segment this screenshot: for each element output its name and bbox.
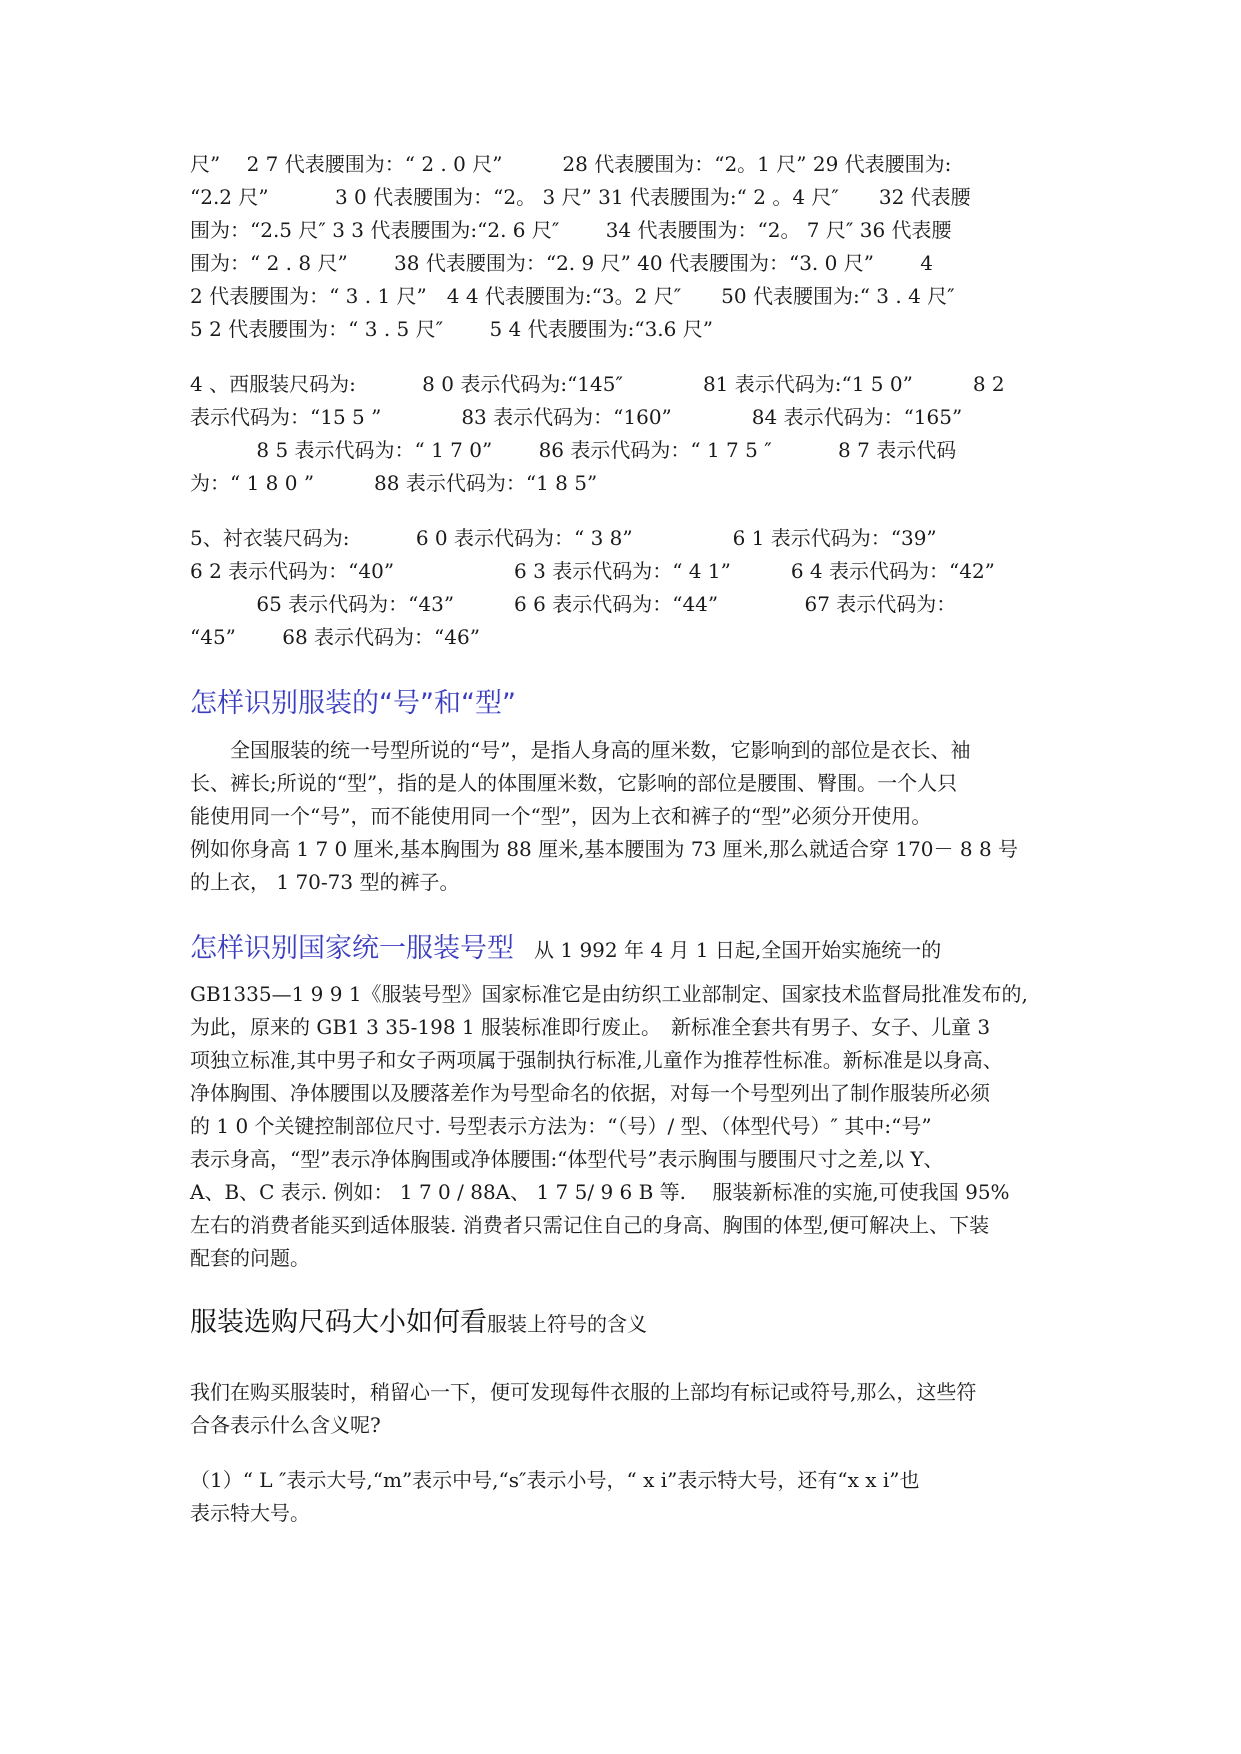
text-line: 净体胸围、净体腰围以及腰落差作为号型命名的依据，对每一个号型列出了制作服装所必须 — [190, 1081, 990, 1105]
section-heading: 怎样识别服装的“号”和“型” — [190, 688, 516, 719]
text-line: GB1335—1 9 9 1《服装号型》国家标准它是由纺织工业部制定、国家技术监督局批准发布的, — [190, 982, 1028, 1006]
text-line: “2.2 尺” 3 0 代表腰围为：“2。 3 尺” 31 代表腰围为:“ 2 。4 尺″ 32 代表腰 — [190, 185, 971, 209]
text-line: 合各表示什么含义呢? — [190, 1413, 381, 1437]
text-line: A、B、C 表示. 例如： 1 7 0 / 88A、 1 7 5/ 9 6 B 等. 服装新标准的实施,可使我国 95% — [190, 1180, 1010, 1204]
heading-tail-text: 服装上符号的含义 — [487, 1312, 647, 1336]
text-line: 4 、西服装尺码为: 8 0 表示代码为:“145″ 81 表示代码为:“1 5 0” 8 2 — [190, 372, 1005, 396]
symbol-item-1 — [190, 1464, 1060, 1530]
text-line: 能使用同一个“号”，而不能使用同一个“型”，因为上衣和裤子的“型”必须分开使用。 — [190, 804, 932, 828]
text-line: 5 2 代表腰围为：“ 3 . 5 尺″ 5 4 代表腰围为:“3.6 尺” — [190, 317, 713, 341]
section-heading: 怎样识别国家统一服装号型 — [190, 933, 514, 964]
intro-paragraph — [190, 1376, 1060, 1442]
text-line: 围为：“2.5 尺″ 3 3 代表腰围为:“2. 6 尺″ 34 代表腰围为：“2。 7 尺″ 36 代表腰 — [190, 218, 952, 242]
text-line: 5、衬衣装尺码为: 6 0 表示代码为：“ 3 8” 6 1 表示代码为：“39” — [190, 526, 937, 550]
text-line: 配套的问题。 — [190, 1246, 310, 1270]
text-line: 8 5 表示代码为：“ 1 7 0” 86 表示代码为：“ 1 7 5 ″ 8 7 表示代码 — [190, 438, 957, 462]
text-line: 为：“ 1 8 0 ” 88 表示代码为：“1 8 5” — [190, 471, 598, 495]
section-national-standard — [190, 929, 1060, 1275]
waist-size-list — [190, 148, 1060, 346]
text-line: 围为：“ 2 . 8 尺” 38 代表腰围为：“2. 9 尺” 40 代表腰围为：“3. 0 尺” 4 — [190, 251, 934, 275]
section-hao-xing — [190, 684, 1060, 899]
text-line: 表示特大号。 — [190, 1501, 310, 1525]
text-line: 2 代表腰围为：“ 3 . 1 尺” 4 4 代表腰围为:“3。2 尺″ 50 代表腰围为:“ 3 . 4 尺″ — [190, 284, 955, 308]
section-heading: 服装选购尺码大小如何看 — [190, 1307, 487, 1338]
text-line: 的 1 0 个关键控制部位尺寸. 号型表示方法为：“（号）/ 型、（体型代号）″ 其中:“号” — [190, 1114, 932, 1138]
text-line: 尺” 2 7 代表腰围为：“ 2 . 0 尺” 28 代表腰围为：“2。1 尺” 29 代表腰围为: — [190, 152, 952, 176]
text-line: 全国服装的统一号型所说的“号”，是指人身高的厘米数，它影响到的部位是衣长、袖 — [230, 738, 971, 762]
text-line: 65 表示代码为：“43” 6 6 表示代码为：“44” 67 表示代码为： — [190, 592, 957, 616]
text-line: 6 2 表示代码为：“40” 6 3 表示代码为：“ 4 1” 6 4 表示代码为：“42” — [190, 559, 995, 583]
suit-size-list — [190, 368, 1060, 500]
heading-tail-text: 从 1 992 年 4 月 1 日起,全国开始实施统一的 — [514, 938, 942, 962]
section-size-symbols — [190, 1303, 1060, 1530]
text-line: “45” 68 表示代码为：“46” — [190, 625, 480, 649]
text-line: 左右的消费者能买到适体服装. 消费者只需记住自己的身高、胸围的体型,便可解决上、下装 — [190, 1213, 990, 1237]
text-line: 长、裤长;所说的“型”，指的是人的体围厘米数，它影响的部位是腰围、臀围。一个人只 — [190, 771, 958, 795]
text-line: 的上衣， 1 70-73 型的裤子。 — [190, 870, 460, 894]
page-content — [190, 148, 1060, 1530]
text-line: 表示身高，“型”表示净体胸围或净体腰围:“体型代号”表示胸围与腰围尺寸之差,以 Y、 — [190, 1147, 944, 1171]
section-heading-row — [190, 1303, 1060, 1346]
text-line: 项独立标准,其中男子和女子两项属于强制执行标准,儿童作为推荐性标准。新标准是以身高、 — [190, 1048, 1003, 1072]
section-heading-row — [190, 929, 1060, 972]
text-line: 表示代码为：“15 5 ” 83 表示代码为：“160” 84 表示代码为：“165” — [190, 405, 963, 429]
shirt-size-list — [190, 522, 1060, 654]
text-line: 我们在购买服装时，稍留心一下，便可发现每件衣服的上部均有标记或符号,那么，这些符 — [190, 1380, 977, 1404]
text-line: （1）“ L ″表示大号,“m”表示中号,“s″表示小号，“ x i”表示特大号，还有“x x i”也 — [190, 1468, 920, 1492]
text-line: 例如你身高 1 7 0 厘米,基本胸围为 88 厘米,基本腰围为 73 厘米,那么就适合穿 170－ 8 8 号 — [190, 837, 1019, 861]
text-line: 为此，原来的 GB1 3 35-198 1 服装标准即行废止。 新标准全套共有男子、女子、儿童 3 — [190, 1015, 991, 1039]
